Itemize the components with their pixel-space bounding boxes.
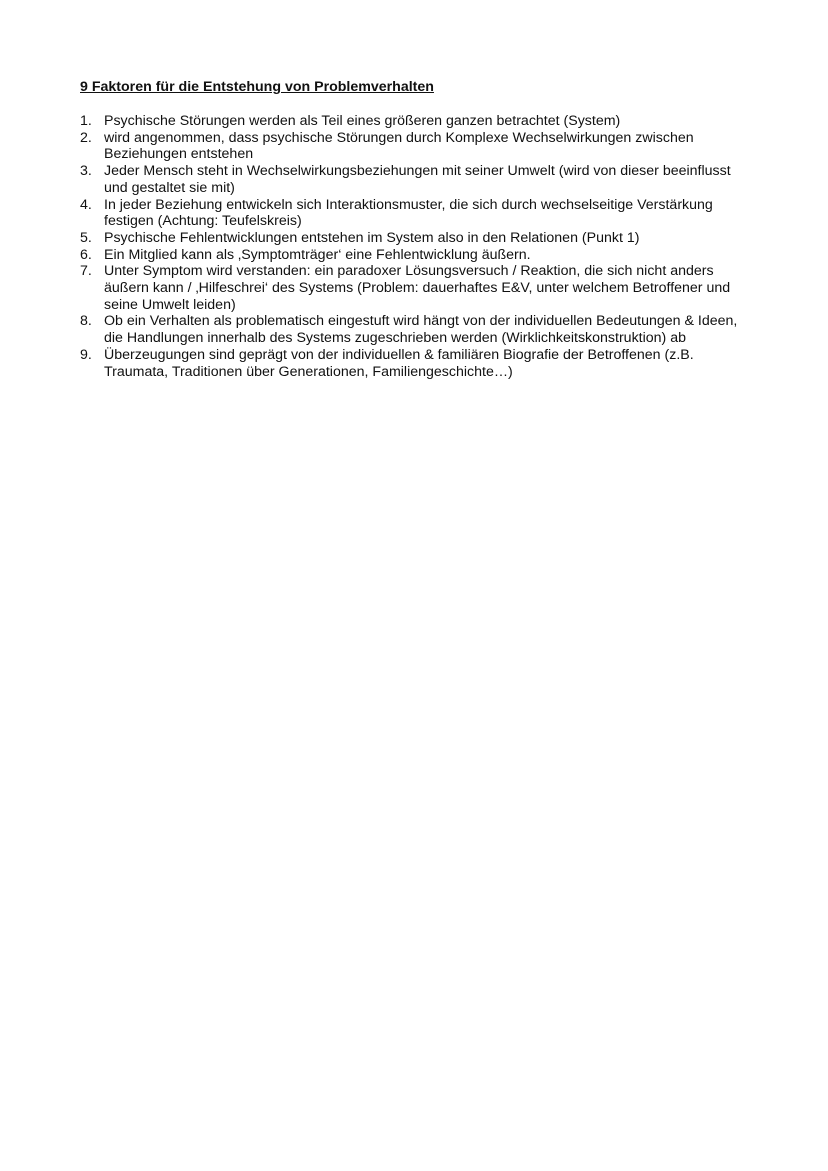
list-item xyxy=(80,247,750,264)
list-item-number: 7. xyxy=(80,263,92,280)
document-title: 9 Faktoren für die Entstehung von Problemverhalten xyxy=(80,79,434,95)
list-item-number: 8. xyxy=(80,313,92,330)
list-item-number: 1. xyxy=(80,113,92,129)
list-item-text: In jeder Beziehung entwickeln sich Interaktionsmuster, die sich durch wechselseitige Verstärkung festigen (Achtung: Teufelskreis) xyxy=(104,196,713,230)
list-item-number: 4. xyxy=(80,196,92,213)
list-item xyxy=(80,163,750,196)
list-item xyxy=(80,230,750,247)
list-item-text: wird angenommen, dass psychische Störungen durch Komplexe Wechselwirkungen zwischen Beziehungen entstehen xyxy=(104,129,694,163)
list-item-number: 9. xyxy=(80,346,92,363)
list-item xyxy=(80,197,750,230)
list-item-text: Unter Symptom wird verstanden: ein paradoxer Lösungsversuch / Reaktion, die sich nicht anders äußern kann / ‚Hilfeschrei‘ des Systems (Problem: dauerhaftes E&V, unter welchem Betroffener und seine Umwelt leiden) xyxy=(104,263,731,313)
list-item xyxy=(80,263,750,313)
list-item-text: Ein Mitglied kann als ‚Symptomträger‘ eine Fehlentwicklung äußern. xyxy=(104,246,531,263)
list-item-text: Jeder Mensch steht in Wechselwirkungsbeziehungen mit seiner Umwelt (wird von dieser beeinflusst und gestaltet sie mit) xyxy=(104,163,731,196)
list-item xyxy=(80,113,750,130)
list-item-text: Psychische Fehlentwicklungen entstehen im System also in den Relationen (Punkt 1) xyxy=(104,229,640,246)
list-item-number: 5. xyxy=(80,229,92,246)
list-item xyxy=(80,313,750,346)
list-item xyxy=(80,130,750,163)
list-item-text: Überzeugungen sind geprägt von der individuellen & familiären Biografie der Betroffenen (z.B. Traumata, Traditionen über Generationen, Familiengeschichte…) xyxy=(104,346,694,380)
factor-list xyxy=(80,113,750,380)
list-item-text: Ob ein Verhalten als problematisch eingestuft wird hängt von der individuellen Bedeutungen & Ideen, die Handlungen innerhalb des Systems zugeschrieben werden (Wirklichkeitskonstruktion) ab xyxy=(104,313,738,347)
list-item xyxy=(80,347,750,380)
list-item-number: 6. xyxy=(80,246,92,263)
list-item-text: Psychische Störungen werden als Teil eines größeren ganzen betrachtet (System) xyxy=(104,113,621,129)
list-item-number: 3. xyxy=(80,163,92,180)
list-item-number: 2. xyxy=(80,129,92,146)
